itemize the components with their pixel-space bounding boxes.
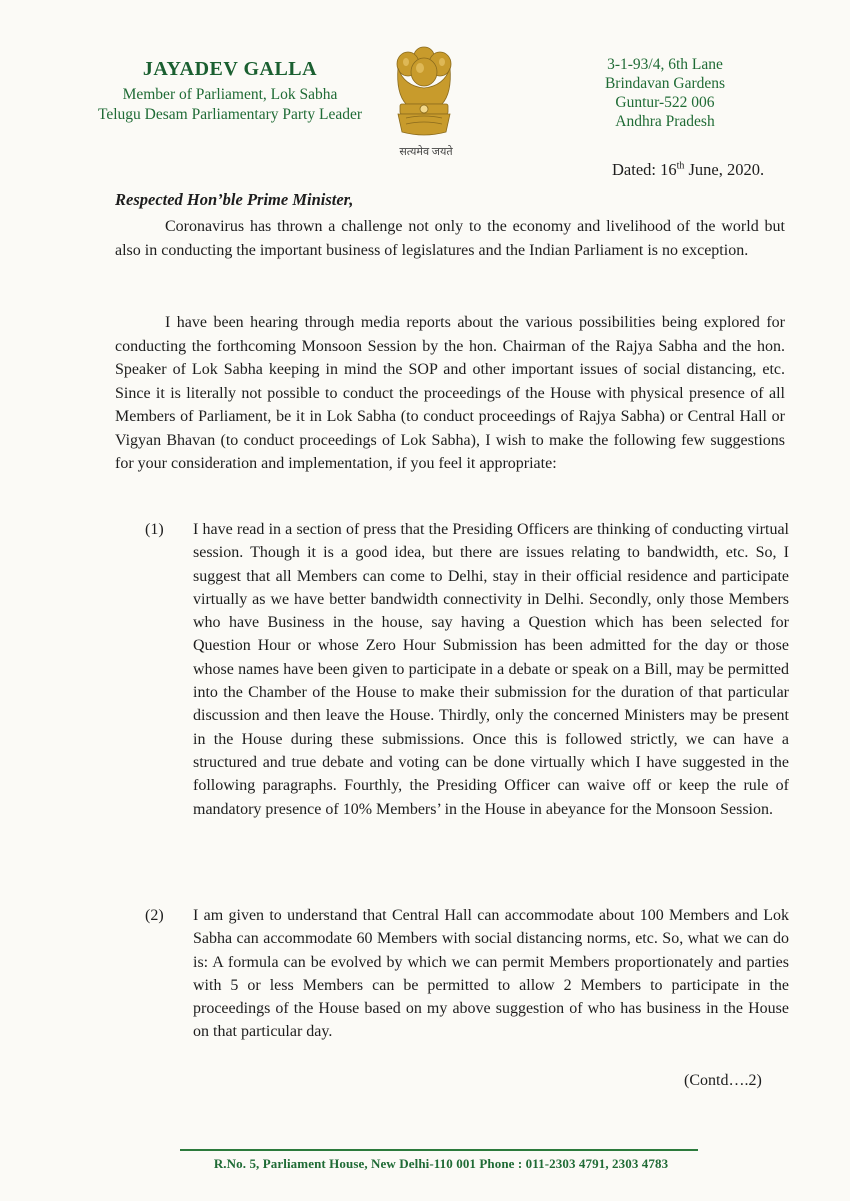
item-number: (2) (145, 907, 164, 924)
body-paragraph: I have been hearing through media reports about the various possibilities being explored for conducting the forthcoming Monsoon Session by the hon. Chairman of the Rajya Sabha and the hon. Speaker of Lok Sabha keeping in mind the SOP and other important issues of social distancing, etc. Since it is literally not possible to conduct the proceedings of the House with physical presence of all Members of Parliament, be it in Lok Sabha (to conduct proceedings of Rajya Sabha) or Central Hall or Vigyan Bhavan (to conduct proceedings of Lok Sabha), I wish to make the following few suggestions for your consideration and implementation, if you feel it appropriate: (115, 314, 785, 472)
address-line: Guntur-522 006 (615, 94, 715, 111)
footer-address: R.No. 5, Parliament House, New Delhi-110 001 Phone : 011-2303 4791, 2303 4783 (213, 1156, 669, 1171)
footer-divider (180, 1149, 698, 1151)
salutation: Respected Hon’ble Prime Minister, (115, 190, 354, 209)
sender-title-line1: Member of Parliament, Lok Sabha (122, 86, 338, 103)
letterhead-left (70, 58, 390, 125)
address-line: 3-1-93/4, 6th Lane (607, 56, 723, 73)
date-prefix: Dated: 16 (612, 160, 677, 179)
item-text: I am given to understand that Central Hall can accommodate about 100 Members and Lok Sabha can accommodate 60 Members with social distancing norms, etc. So, what we can do is: A formula can be evolved by which we can permit Members proportionately and parties with 5 or less Members can be permitted to allow 2 Members to participate in the proceedings of the House based on my above suggestion of who has business in the House on that particular day. (193, 907, 789, 1041)
item-number: (1) (145, 521, 164, 538)
item-text: I have read in a section of press that the Presiding Officers are thinking of conducting virtual session. Though it is a good idea, but there are issues relating to bandwidth, etc. So, I suggest that all Members can come to Delhi, stay in their official residence and participate virtually as we have better bandwidth connectivity in Delhi. Secondly, only those Members who have Business in the house, say having a Question which has been selected for Question Hour or whose Zero Hour Submission has been admitted for the day or those whose names have been given to participate in a debate or speak on a Bill, may be permitted into the Chamber of the House to make their submission for the duration of that particular discussion and then leave the House. Thirdly, only the concerned Ministers may be present in the House during these submissions. Once this is followed strictly, we can have a structured and true debate and voting can be done virtually which I have suggested in the following paragraphs. Fourthly, the Presiding Officer can waive off or keep the rule of mandatory presence of 10% Members’ in the House in abeyance for the Monsoon Session. (193, 521, 789, 818)
date-ordinal: th (676, 160, 685, 172)
date-suffix: June, 2020. (684, 160, 765, 179)
sender-title-line2: Telugu Desam Parliamentary Party Leader (97, 106, 363, 123)
emblem-motto: सत्यमेव जयते (399, 146, 453, 158)
address-line: Andhra Pradesh (615, 113, 715, 130)
continued-marker: (Contd….2) (684, 1072, 762, 1089)
letter-date (612, 160, 764, 180)
letterhead-address (585, 55, 745, 131)
sender-name: JAYADEV GALLA (142, 58, 318, 80)
address-line: Brindavan Gardens (604, 75, 726, 92)
body-paragraph: Coronavirus has thrown a challenge not only to the economy and livelihood of the world but also in conducting the important business of legislatures and the Indian Parliament is no exception. (115, 218, 785, 259)
